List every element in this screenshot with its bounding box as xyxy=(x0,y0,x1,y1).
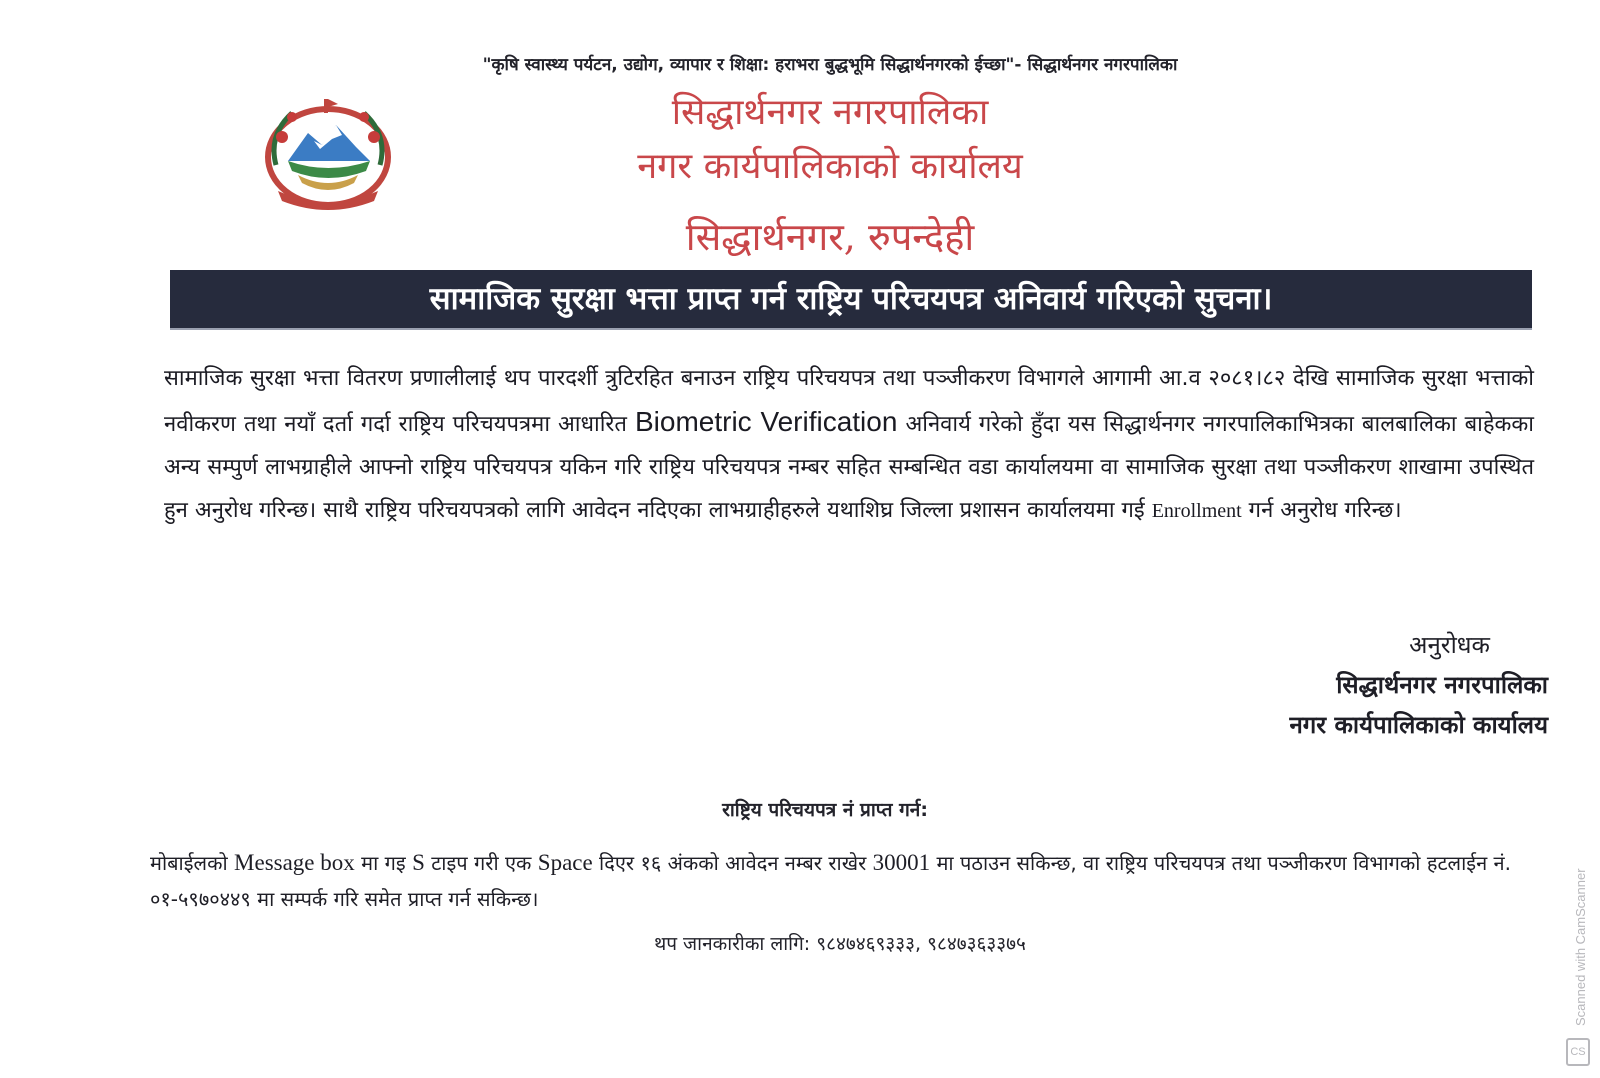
nid-latin1: Message box xyxy=(234,850,355,875)
nid-part2: मा गइ xyxy=(354,851,413,875)
camscanner-logo-icon: CS xyxy=(1566,1038,1590,1066)
nid-info-body xyxy=(150,845,1530,917)
notice-title-banner: सामाजिक सुरक्षा भत्ता प्राप्त गर्न राष्ट्रिय परिचयपत्र अनिवार्य गरिएको सुचना। xyxy=(170,270,1532,328)
camscanner-text: Scanned with CamScanner xyxy=(1573,868,1588,1026)
signature-municipality: सिद्धार्थनगर नगरपालिका xyxy=(1336,671,1548,699)
notice-body xyxy=(164,357,1534,533)
notice-body-biometric: Biometric Verification xyxy=(634,406,898,437)
nid-info-title: राष्ट्रिय परिचयपत्र नं प्राप्त गर्न: xyxy=(722,799,928,821)
signature-requester: अनुरोधक xyxy=(1409,631,1490,659)
signature-office: नगर कार्यपालिकाको कार्यालय xyxy=(1289,711,1548,739)
nid-latin3: Space xyxy=(537,850,593,875)
nid-part1: मोबाईलको xyxy=(150,851,235,875)
nid-part5: मा पठाउन सकिन्छ, वा राष्ट्रिय परिचयपत्र तथा पञ्जीकरण विभागको हटलाईन नं. ०१-५९७०४४९ मा सम्पर्क गरि समेत प्राप्त गर्न सकिन्छ। xyxy=(150,851,1511,911)
notice-body-part3: गर्न अनुरोध गरिन्छ। xyxy=(1241,498,1402,523)
slogan-text: "कृषि स्वास्थ्य पर्यटन, उद्योग, व्यापार र शिक्षा: हराभरा बुद्धभूमि सिद्धार्थनगरको ईच्छा"- सिद्धार्थनगर नगरपालिका xyxy=(482,55,1178,75)
location-heading: सिद्धार्थनगर, रुपन्देही xyxy=(685,215,975,259)
nid-latin2: S xyxy=(412,850,425,875)
office-heading: नगर कार्यपालिकाको कार्यालय xyxy=(637,146,1023,187)
nid-latin4: 30001 xyxy=(872,850,931,875)
camscanner-watermark xyxy=(1564,806,1592,1066)
municipality-heading: सिद्धार्थनगर नगरपालिका xyxy=(671,92,989,133)
contact-info: थप जानकारीका लागि: ९८४७४६९३३३, ९८४७३६३३७५ xyxy=(654,933,1026,955)
nid-part4: दिएर १६ अंकको आवेदन नम्बर राखेर xyxy=(592,851,873,875)
nid-part3: टाइप गरी एक xyxy=(424,851,538,875)
notice-body-part2: अनिवार्य गरेको हुँदा यस सिद्धार्थनगर नगरपालिकाभित्रका बालबालिका बाहेकका अन्य सम्पुर्ण लाभग्राहीले आफ्नो राष्ट्रिय परिचयपत्र यकिन गरि राष्ट्रिय परिचयपत्र नम्बर सहित सम्बन्धित वडा कार्यालयमा वा सामाजिक सुरक्षा तथा पञ्जीकरण शाखामा उपस्थित हुन अनुरोध गरिन्छ। साथै राष्ट्रिय परिचयपत्रको लागि आवेदन नदिएका लाभग्राहीहरुले यथाशिघ्र जिल्ला प्रशासन कार्यालयमा गई xyxy=(164,412,1535,523)
notice-body-part1: सामाजिक सुरक्षा भत्ता वितरण प्रणालीलाई थप पारदर्शी त्रुटिरहित बनाउन राष्ट्रिय परिचयपत्र तथा पञ्जीकरण विभागले आगामी आ.व २०८१।८२ देखि सामाजिक सुरक्षा भत्ताको नवीकरण तथा नयाँ दर्ता गर्दा राष्ट्रिय परिचयपत्रमा आधारित xyxy=(164,366,1534,437)
notice-body-enrollment: Enrollment xyxy=(1151,500,1242,522)
